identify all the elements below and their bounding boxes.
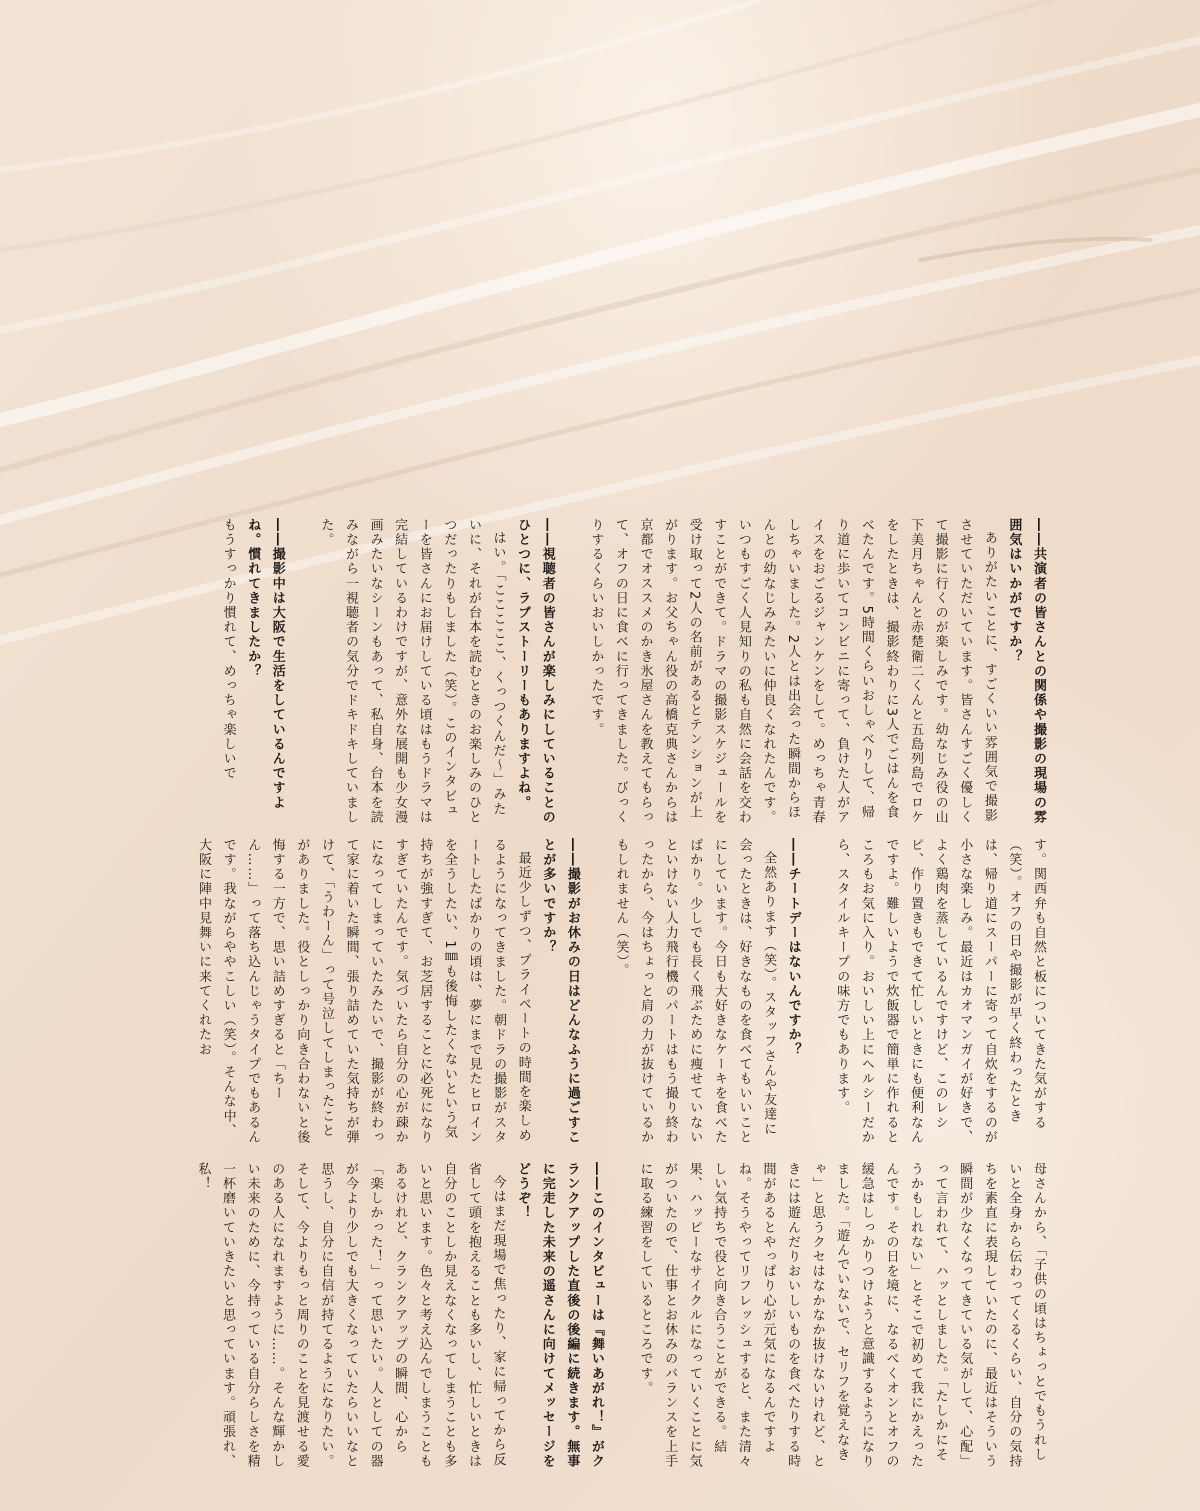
answer-message-to-future: 今はまだ現場で焦ったり、家に帰ってから反省して頭を抱えることも多いし、忙しいときは自分のことしか見えなくなってしまうことも多いと思います。色々と考え込んでしまうこともあるけれど、クランクアップの瞬間、心から「楽しかった！」って思いたい。人としての器が今より少しでも大きくなっていたらいいなと思うし、自分に自信が持てるようになりたい。そして、今よりもっと周りのことを見渡せる愛のある人になれますように……。そんな輝かしい未来のために、今持っている自分らしさを精一杯磨いていきたいと思っています。頑張れ、私！ <box>195 1162 506 1469</box>
answer-cheat-day: 全然あります（笑）。スタッフさんや友達に会ったときは、好きなものを食べてもいいことにしています。今日も大好きなケーキを食べたばかり。少しでも長く飛ぶために痩せていないといけない人力飛行機のパートはもう撮り終わったから、今はちょっと肩の力が抜けているかもしれません（笑）。 <box>613 838 777 1145</box>
question-osaka-life: ――撮影中は大阪で生活をしているんですよね。慣れてきましたか？ <box>245 518 285 810</box>
answer-day-off-continued: 母さんから、「子供の頃はちょっとでもうれしいと全身から伝わってくるくらい、自分の気持ちを素直に表現していたのに、最近はそういう瞬間が少なくなってきている気がして、心配」って言われて、ハッとしました。「たしかにそうかもしれない」とそこで初めて我にかえったんです。その日を境に、なるべくオンとオフの緩急はしっかりつけようと意識するようになりました。「遊んでいないで、セリフを覚えなきゃ」と思うクセはなかなか抜けないけれど、ときには遊んだりおいしいものを食べたりする時間があるとやっぱり心が元気になるんですよね。そうやってリフレッシュすると、また清々しい気持ちで役と向き合うことができる。結果、ハッピーなサイクルになっていくことに気がついたので、仕事とお休みのバランスを上手に取る練習をしているところです。 <box>637 1162 1046 1469</box>
question-day-off: ――撮影がお休みの日はどんなふうに過ごすことが多いですか？ <box>540 838 580 1145</box>
middle-text-block <box>90 838 1050 1148</box>
question-cheat-day: ――チートデーはないんですか？ <box>785 838 801 1057</box>
answer-love-story: はい。「こここここ、くっつくんだ〜」みたいに、それが台本を読むときのお楽しみのひとつだったりもしました（笑）。このインタビューを皆さんにお届けしている頃はもうドラマは完結しているわけですが、意外な展開も少女漫画みたいなシーンもあって、私自身、台本を読みながら一視聴者の気分でドキドキしていました。 <box>318 518 506 825</box>
question-love-story: ――視聴者の皆さんが楽しみにしていることのひとつに、ラブストーリーもありますよね。 <box>515 518 555 825</box>
answer-day-off: 最近少しずつ、プライベートの時間を楽しめるようになってきました。朝ドラの撮影がスタートしたばかりの頃は、夢にまで見たヒロインを全うしたい、1㎜も後悔したくないという気持ちが強すぎて、お芝居することに必死になりすぎていたんです。気づいたら自分の心が疎かになってしまっていたみたいで、撮影が終わって家に着いた瞬間、張り詰めていた気持ちが弾けて、「うわーん」って号泣してしまったことがありました。役としっかり向き合わないと後悔する一方で、思い詰めすぎると「ちーん……」って落ち込んじゃうタイプでもあるんです。我ながらややこしい（笑）。そんな中、大阪に陣中見舞いに来てくれたお <box>196 838 531 1145</box>
answer-osaka-life: もうすっかり慣れて、めっちゃ楽しいで <box>220 518 236 781</box>
question-cast-atmosphere: ――共演者の皆さんとの関係や撮影の現場の雰囲気はいかがですか？ <box>1006 518 1046 825</box>
answer-cast-atmosphere: ありがたいことに、すごくいい雰囲気で撮影させていただいています。皆さんすごく優しくて撮影に行くのが楽しみです。幼なじみ役の山下美月ちゃんと赤楚衛二くんと五島列島でロケをしたときは、撮影終わりに3人でごはんを食べたんです。5時間くらいおしゃべりして、帰り道に歩いてコンビニに寄って、負けた人がアイスをおごるジャンケンをして。めっちゃ青春しちゃいました。2人とは出会った瞬間からほんとの幼なじみみたいに仲良くなれたんです。いつもすごく人見知りの私も自然に会話を交わすことができて。ドラマの撮影スケジュールを受け取って2人の名前があるとテンションが上がります。お父ちゃん役の高橋克典さんからは京都でオススメのかき氷屋さんを教えてもらって、オフの日に食べに行ってきました。びっくりするくらいおいしかったです。 <box>588 518 997 825</box>
lower-text-block <box>90 1162 1050 1472</box>
answer-osaka-life-continued: す。関西弁も自然と板についてきた気がする（笑）。オフの日や撮影が早く終わったときは、帰り道にスーパーに寄って自炊をするのが小さな楽しみ。最近はカオマンガイが好きで、よく鶏肉を蒸しているんですけど、このレシピ、作り置きもできて忙しいときにも便利なんですよ。難しいようで炊飯器で簡単に作れるところもお気に入り。おいしい上にヘルシーだから、スタイルキープの味方でもあります。 <box>834 838 1046 1145</box>
question-message-to-future: ――このインタビューは『舞いあがれ！』がクランクアップした直後の後編に続きます。無事に完走した未来の遥さんに向けてメッセージをどうぞ！ <box>515 1162 604 1469</box>
upper-text-block <box>100 518 1050 828</box>
